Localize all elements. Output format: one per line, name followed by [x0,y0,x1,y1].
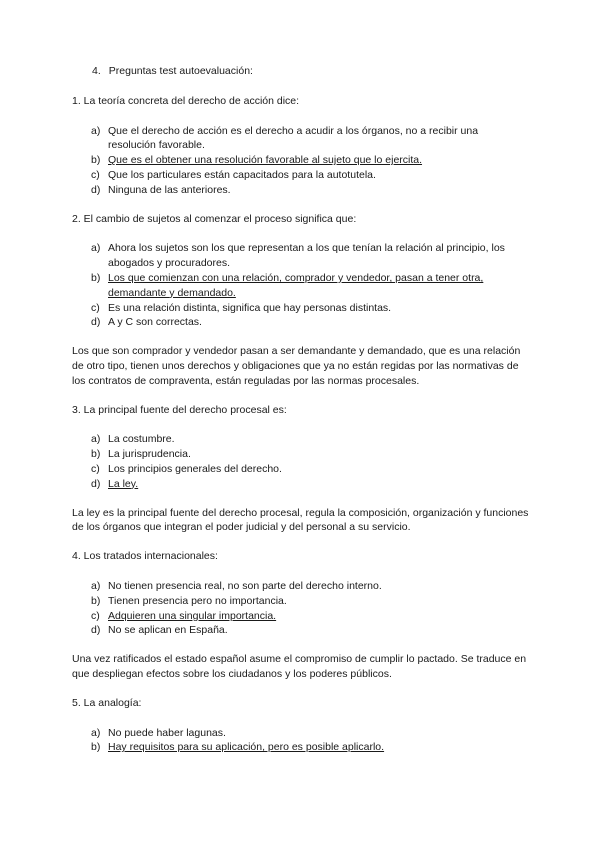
option-letter: a) [91,726,101,739]
question-text: 1. La teoría concreta del derecho de acción dice: [72,94,300,107]
option-letter: c) [91,301,100,314]
option-text: Adquieren una singular importancia. [108,609,277,622]
section-number: 4. [92,65,101,77]
answer-option-correct [91,477,532,492]
option-text: Ahora los sujetos son los que representan a los que tenían la relación al principio, los abogados y procuradores. [108,242,505,270]
answer-option [91,447,532,462]
answer-options [72,124,532,198]
question-text: 3. La principal fuente del derecho procesal es: [72,403,287,416]
answer-option [91,183,532,198]
option-letter: d) [91,624,101,637]
option-text: No se aplican en España. [108,624,228,637]
option-letter: d) [91,477,101,490]
option-letter: d) [91,316,101,329]
option-letter: d) [91,183,101,196]
answer-option [91,594,532,609]
answer-options [72,432,532,491]
question-block [72,212,532,389]
answer-option [91,168,532,183]
option-text: La jurisprudencia. [108,448,191,461]
answer-options [72,579,532,638]
answer-explanation: La ley es la principal fuente del derecho procesal, regula la composición, organización y funciones de los órganos que integran el poder judicial y del personal a su servicio. [72,506,529,534]
answer-option-correct [91,153,532,168]
question-block [72,696,532,755]
option-text: Que los particulares están capacitados para la autotutela. [108,168,376,181]
answer-explanation: Una vez ratificados el estado español asume el compromiso de cumplir lo pactado. Se traduce en que despliegan efectos sobre los ciudadanos y los poderes públicos. [72,653,527,680]
option-text: Que es el obtener una resolución favorable al sujeto que lo ejercita. [108,154,423,167]
option-text: No tienen presencia real, no son parte del derecho interno. [108,579,382,592]
answer-option-correct [91,740,532,755]
section-title: Preguntas test autoevaluación: [108,65,253,77]
answer-option [91,623,532,638]
option-letter: b) [91,594,101,607]
answer-option [91,315,532,330]
question-text: 2. El cambio de sujetos al comenzar el proceso significa que: [72,212,357,225]
option-text: La costumbre. [108,433,175,446]
answer-options [72,241,532,330]
answer-option [91,241,532,271]
answer-option [91,726,532,741]
option-letter: c) [91,168,100,181]
option-text: Ninguna de las anteriores. [108,183,231,196]
option-letter: b) [91,448,101,461]
option-text: La ley. [108,477,139,490]
option-text: No puede haber lagunas. [108,726,226,739]
question-text: 4. Los tratados internacionales: [72,550,218,563]
option-letter: b) [91,271,101,284]
answer-explanation: Los que son comprador y vendedor pasan a ser demandante y demandado, que es una relación de otro tipo, tienen unos derechos y obligaciones que ya no están regidas por las normativas de los contratos de compraventa, están reguladas por las normas procesales. [72,345,521,387]
option-letter: a) [91,124,101,137]
section-heading [92,64,532,79]
answer-options [72,726,532,756]
option-text: A y C son correctas. [108,316,202,329]
option-text: Que el derecho de acción es el derecho a acudir a los órganos, no a recibir una resolución favorable. [108,124,479,152]
option-text: Los que comienzan con una relación, comprador y vendedor, pasan a tener otra, demandante y demandado. [108,271,484,299]
answer-option [91,432,532,447]
answer-option [91,579,532,594]
answer-option [91,462,532,477]
answer-option [91,124,532,154]
answer-option-correct [91,271,532,301]
option-text: Hay requisitos para su aplicación, pero es posible aplicarlo. [108,741,385,754]
option-letter: b) [91,154,101,167]
question-block [72,94,532,198]
option-text: Es una relación distinta, significa que hay personas distintas. [108,301,392,314]
question-list [72,94,532,755]
option-letter: a) [91,433,101,446]
question-block [72,549,532,682]
answer-option-correct [91,609,532,624]
option-text: Los principios generales del derecho. [108,462,282,475]
option-text: Tienen presencia pero no importancia. [108,594,287,607]
document-page [72,64,532,769]
question-text: 5. La analogía: [72,696,142,709]
option-letter: b) [91,741,101,754]
question-block [72,403,532,536]
option-letter: c) [91,462,100,475]
option-letter: a) [91,242,101,255]
option-letter: c) [91,609,100,622]
answer-option [91,301,532,316]
option-letter: a) [91,579,101,592]
